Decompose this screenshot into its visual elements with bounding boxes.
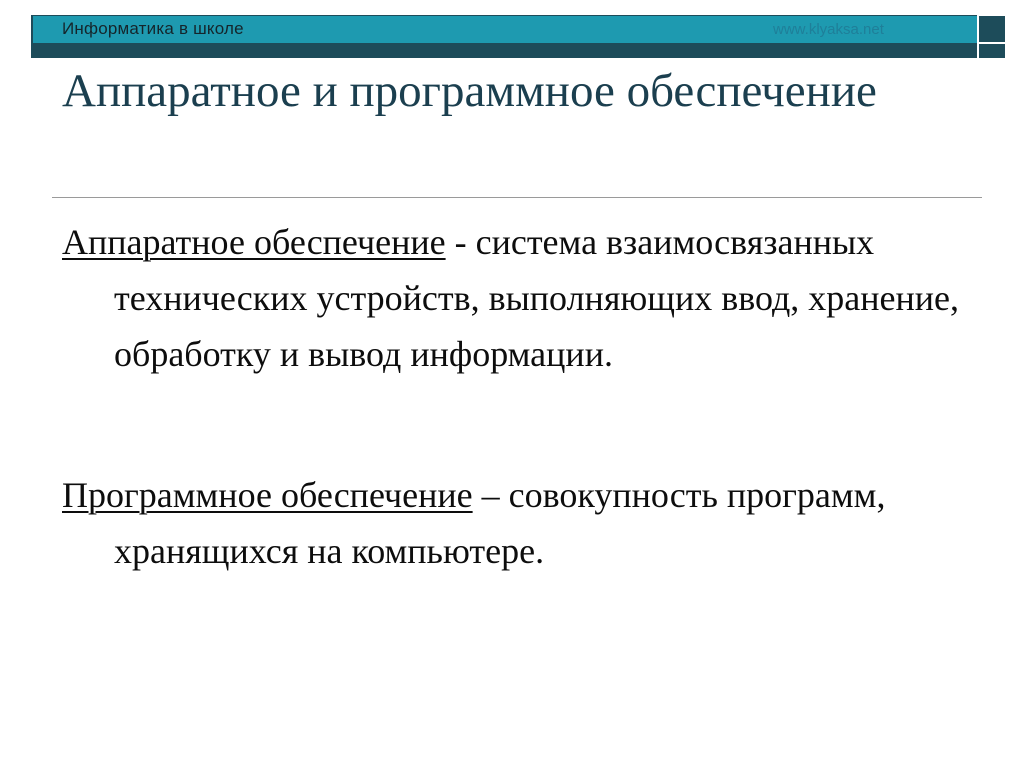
- term-software: Программное обеспечение: [62, 475, 473, 515]
- corner-decoration-top: [979, 16, 1005, 42]
- definition-hardware-text: - система взаимосвязанных технических устройств, выполняющих ввод, хранение, обработку и вывод информации.: [114, 222, 960, 374]
- definition-software: [62, 467, 1024, 579]
- definition-software-text: – совокупность программ, хранящихся на компьютере.: [114, 475, 886, 571]
- header-link[interactable]: www.klyaksa.net: [773, 21, 884, 38]
- definition-hardware: [62, 214, 1024, 382]
- header-stripe: [31, 43, 977, 58]
- header-title: Информатика в школе: [62, 19, 244, 38]
- term-hardware: Аппаратное обеспечение: [62, 222, 446, 262]
- corner-decoration-bottom: [979, 44, 1005, 58]
- header-left-edge: [31, 16, 33, 58]
- slide-title: Аппаратное и программное обеспечение: [62, 65, 877, 117]
- title-divider: [52, 197, 982, 198]
